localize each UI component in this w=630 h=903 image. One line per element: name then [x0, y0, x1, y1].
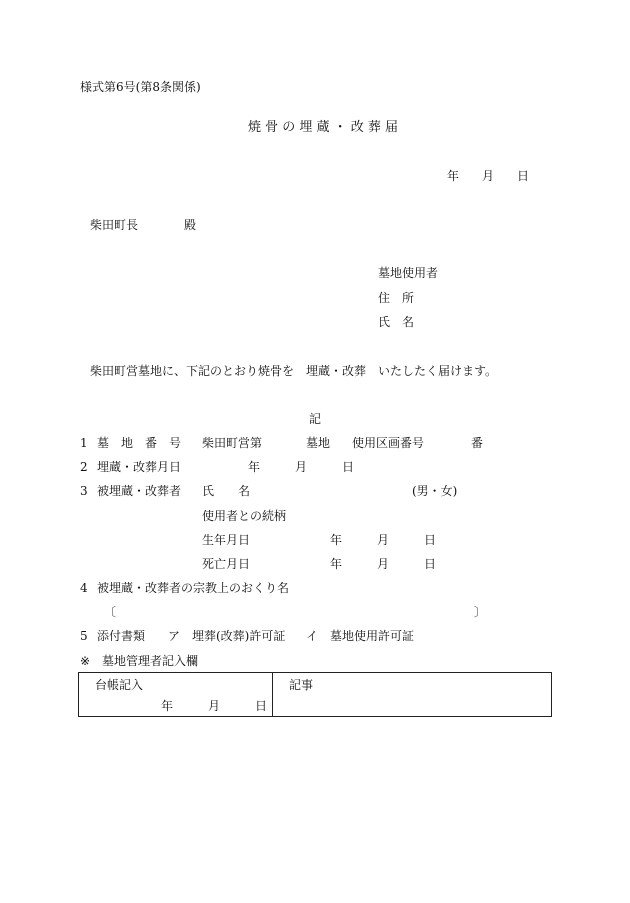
item-3-relation-label: 使用者との続柄	[202, 509, 287, 523]
ledger-entry-label: 台帳記入	[95, 678, 144, 692]
item-2-day: 日	[342, 460, 355, 474]
item-1-number: 1	[80, 436, 88, 450]
note-label: 墓地管理者記入欄	[102, 654, 199, 668]
admin-box-divider	[272, 673, 273, 716]
item-5-label: 添付書類	[97, 629, 146, 643]
body-text: 柴田町営墓地に、下記のとおり焼骨を 埋蔵・改葬 いたしたく届けます。	[90, 364, 498, 378]
applicant-heading: 墓地使用者	[378, 266, 439, 280]
page-title: 焼 骨 の 埋 蔵 ・ 改 葬 届	[248, 120, 399, 135]
item-1-plot-label: 使用区画番号	[352, 436, 425, 450]
item-3-sex: (男・女)	[412, 484, 458, 498]
item-3-death-year: 年	[330, 557, 343, 571]
item-4-label: 被埋蔵・改葬者の宗教上のおくり名	[97, 581, 290, 595]
item-2-year: 年	[248, 460, 261, 474]
item-4-number: 4	[80, 581, 88, 595]
item-1-label: 墓 地 番 号	[97, 436, 182, 450]
applicant-address-label: 住 所	[378, 291, 415, 305]
ledger-month: 月	[208, 699, 221, 713]
item-5-attachment-b: イ 墓地使用許可証	[306, 629, 415, 643]
note-mark: ※	[80, 654, 91, 668]
item-5-attachment-a: ア 埋葬(改葬)許可証	[168, 629, 286, 643]
item-3-death-label: 死亡月日	[202, 557, 251, 571]
item-2-month: 月	[295, 460, 308, 474]
item-3-birth-year: 年	[330, 533, 343, 547]
item-3-number: 3	[80, 484, 88, 498]
admin-record-box	[78, 672, 552, 717]
item-3-name-label: 氏 名	[202, 484, 251, 498]
item-3-birth-month: 月	[377, 533, 390, 547]
item-1-cemetery-prefix: 柴田町営第	[202, 436, 263, 450]
applicant-name-label: 氏 名	[378, 315, 415, 329]
remarks-label: 記事	[289, 678, 314, 692]
date-day-label: 日	[517, 169, 530, 183]
ki-heading: 記	[309, 412, 322, 426]
item-3-death-day: 日	[424, 557, 437, 571]
form-number: 様式第6号(第8条関係)	[80, 80, 201, 94]
ledger-day: 日	[255, 699, 268, 713]
item-1-plot-suffix: 番	[471, 436, 484, 450]
item-1-cemetery-suffix: 墓地	[306, 436, 331, 450]
addressee-name: 柴田町長	[90, 218, 139, 232]
date-month-label: 月	[482, 169, 495, 183]
item-3-label: 被埋蔵・改葬者	[97, 484, 182, 498]
item-4-bracket-open: 〔	[104, 605, 117, 619]
addressee-honorific: 殿	[184, 218, 197, 232]
item-4-bracket-close: 〕	[474, 605, 487, 619]
ledger-year: 年	[161, 699, 174, 713]
item-3-birth-label: 生年月日	[202, 533, 251, 547]
item-3-birth-day: 日	[424, 533, 437, 547]
item-5-number: 5	[80, 629, 88, 643]
item-2-number: 2	[80, 460, 88, 474]
item-3-death-month: 月	[377, 557, 390, 571]
date-year-label: 年	[447, 169, 460, 183]
item-2-label: 埋蔵・改葬月日	[97, 460, 182, 474]
